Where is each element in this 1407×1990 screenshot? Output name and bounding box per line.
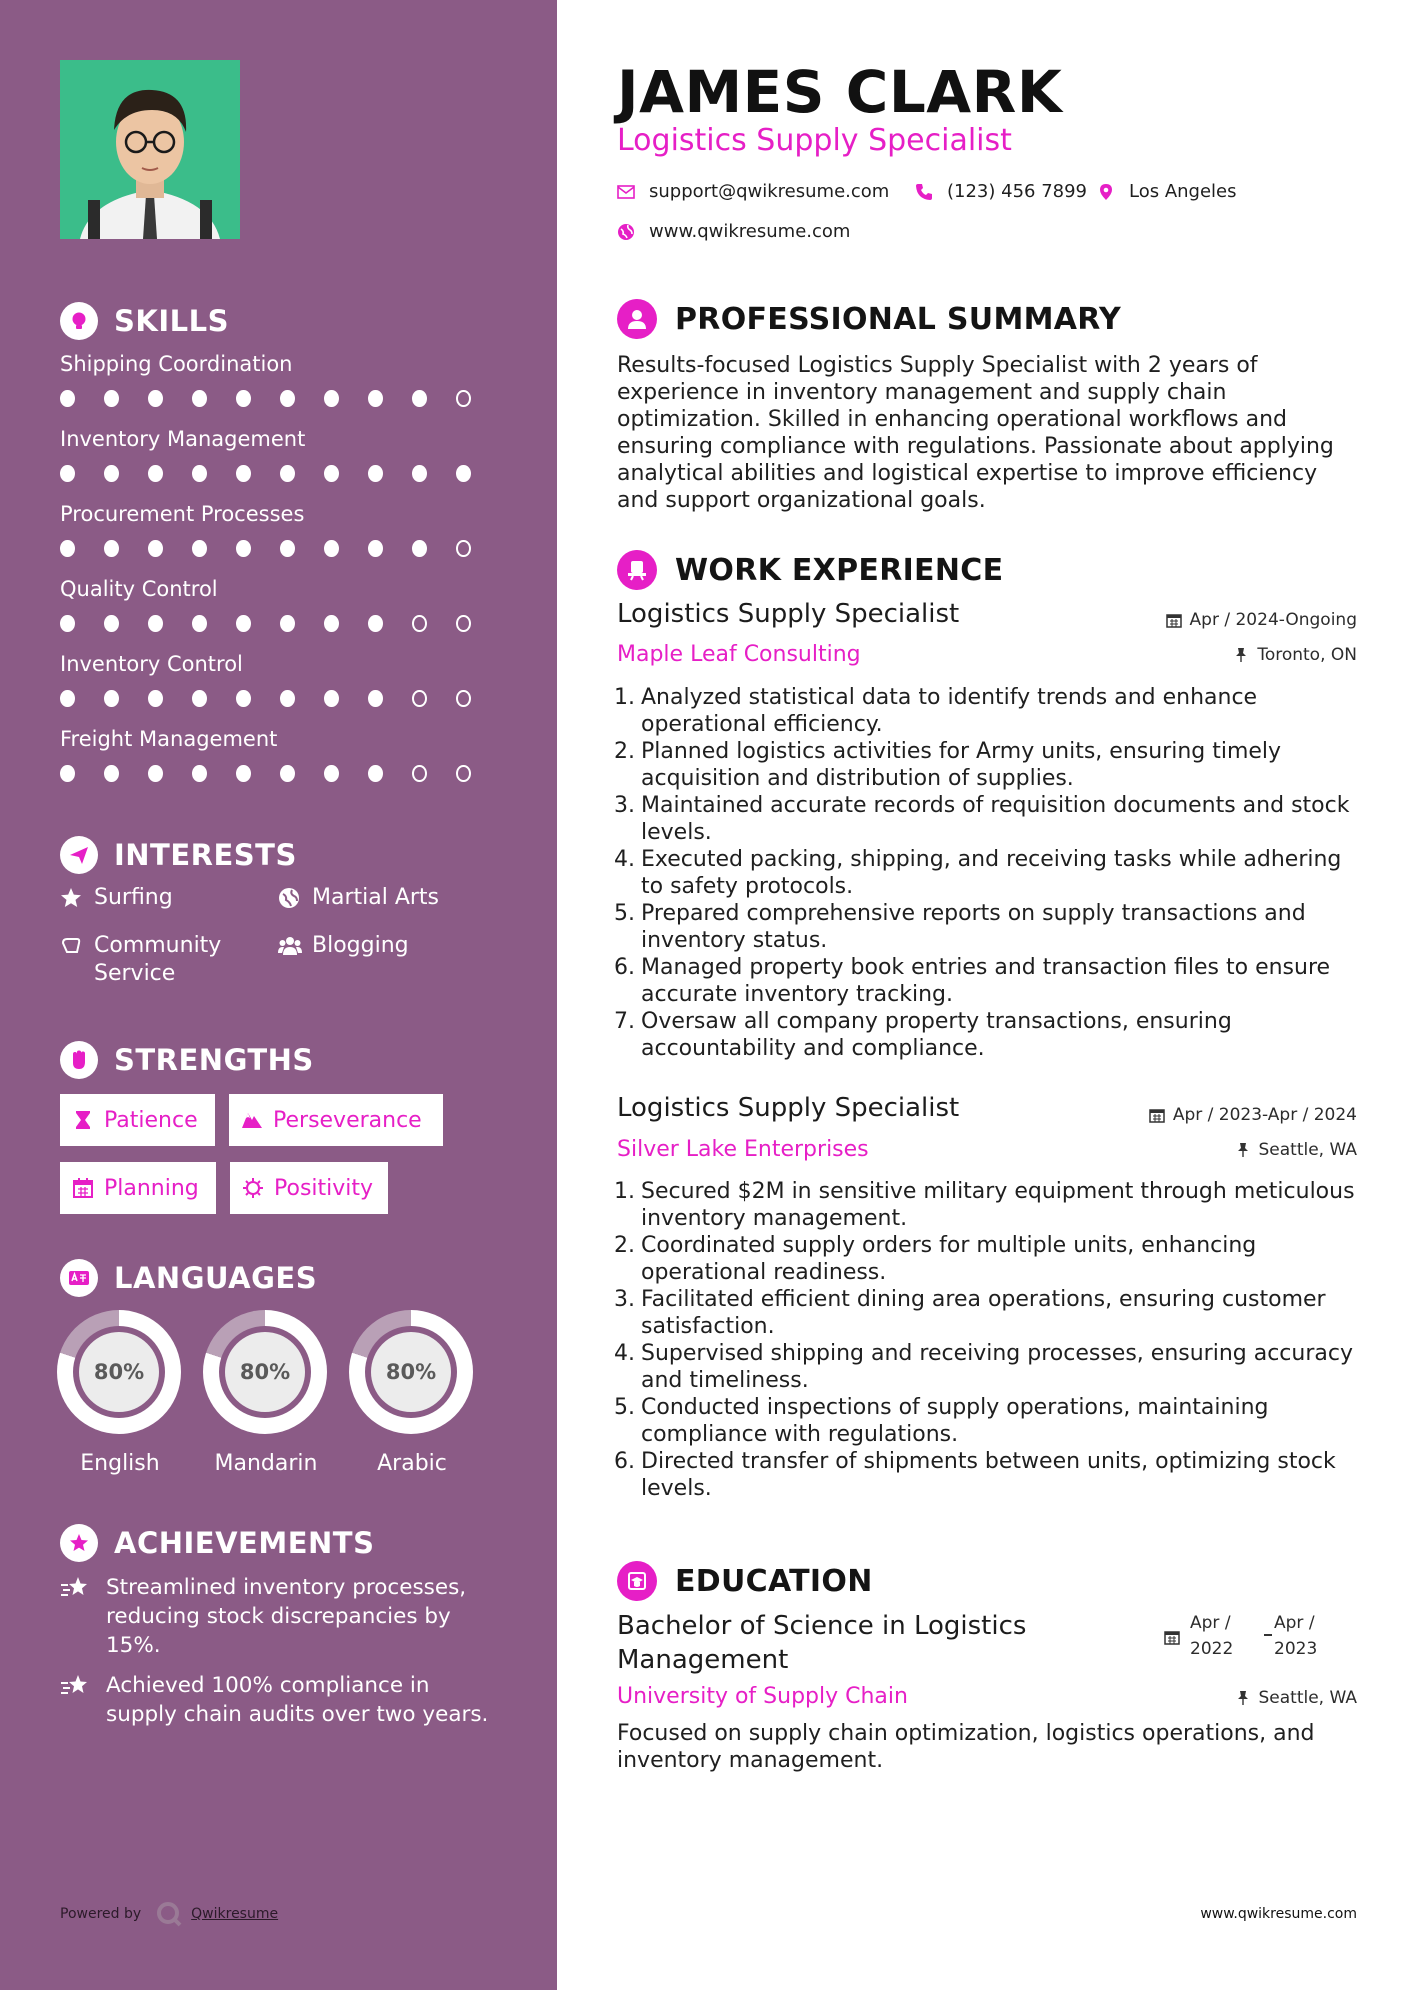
job-bullet (609, 1178, 1369, 1232)
globe-icon (278, 887, 300, 909)
skill-dot (324, 690, 339, 707)
skill-dot (368, 540, 383, 557)
job-bullet (609, 1448, 1369, 1502)
language-name: English (80, 1451, 160, 1476)
skill-dot (148, 390, 163, 407)
hand-icon (60, 935, 82, 957)
skill-item (60, 502, 500, 557)
skill-dot (456, 765, 471, 782)
date-separator (1264, 1634, 1272, 1636)
bullet-text: Conducted inspections of supply operations, maintaining compliance with regulations. (641, 1395, 1269, 1447)
skill-item (60, 652, 500, 707)
bullet-number: 2. (614, 739, 635, 764)
strength-badge (60, 1094, 215, 1146)
languages-title: LANGUAGES (114, 1261, 318, 1295)
bullet-text: Planned logistics activities for Army units, ensuring timely acquisition and distribution of supplies. (641, 739, 1282, 791)
skill-name: Inventory Control (60, 652, 243, 676)
bullet-text: Facilitated efficient dining area operations, ensuring customer satisfaction. (641, 1287, 1326, 1339)
skill-dot (456, 690, 471, 707)
skill-item (60, 352, 500, 407)
skill-dot (412, 615, 427, 632)
skill-dot (60, 690, 75, 707)
skill-dot (148, 690, 163, 707)
language-item (349, 1310, 475, 1476)
interests-heading (60, 836, 297, 874)
skill-dot (236, 540, 251, 557)
calendar-icon (1164, 1629, 1180, 1645)
candidate-role: Logistics Supply Specialist (617, 123, 1012, 158)
language-progress-ring (57, 1310, 181, 1434)
star-icon (60, 887, 82, 909)
paper-plane-icon (60, 836, 98, 874)
job-bullet (609, 1008, 1369, 1062)
job-location-text: Seattle, WA (1258, 1140, 1357, 1160)
skill-dot (456, 390, 471, 407)
bullet-text: Prepared comprehensive reports on supply transactions and inventory status. (641, 901, 1306, 953)
interest-item (60, 932, 260, 988)
bullet-number: 3. (614, 793, 635, 818)
skill-dot (368, 615, 383, 632)
skill-dot (192, 390, 207, 407)
summary-title: PROFESSIONAL SUMMARY (675, 301, 1122, 337)
achievement-item (60, 1671, 500, 1729)
education-title: EDUCATION (675, 1563, 873, 1599)
skill-dot (60, 540, 75, 557)
job-date (1166, 610, 1357, 630)
job-bullet (609, 1286, 1369, 1340)
skill-dot (456, 615, 471, 632)
job-bullet (609, 954, 1369, 1008)
skill-dot (104, 390, 119, 407)
experience-title: WORK EXPERIENCE (675, 552, 1004, 588)
globe-icon (617, 223, 635, 241)
skill-dot (280, 615, 295, 632)
strengths-title: STRENGTHS (114, 1043, 314, 1077)
users-icon (278, 935, 300, 957)
job-date-text: Apr / 2024-Ongoing (1189, 610, 1357, 630)
bullet-number: 6. (614, 1449, 635, 1474)
skill-dot (236, 465, 251, 482)
bullet-number: 4. (614, 1341, 635, 1366)
skill-dot (104, 690, 119, 707)
skill-name: Procurement Processes (60, 502, 305, 526)
skill-rating (60, 690, 500, 707)
skill-dot (368, 690, 383, 707)
footer-url[interactable]: www.qwikresume.com (1200, 1906, 1357, 1922)
email-text: support@qwikresume.com (649, 181, 890, 202)
interest-item (60, 884, 173, 912)
skill-dot (60, 465, 75, 482)
job-location (1235, 1140, 1358, 1160)
bullet-number: 6. (614, 955, 635, 980)
skill-name: Inventory Management (60, 427, 306, 451)
experience-heading (617, 550, 1003, 590)
bullet-text: Managed property book entries and transaction files to ensure accurate inventory tracking. (641, 955, 1331, 1007)
pin-icon (1235, 1142, 1251, 1158)
skill-dot (412, 690, 427, 707)
skill-dot (412, 540, 427, 557)
job-bullet (609, 684, 1369, 738)
bullet-text: Secured $2M in sensitive military equipment through meticulous inventory management. (641, 1179, 1355, 1231)
phone-text: (123) 456 7899 (947, 181, 1088, 202)
skill-dot (324, 615, 339, 632)
interest-label: Martial Arts (312, 885, 440, 910)
user-icon (617, 299, 657, 339)
skill-rating (60, 540, 500, 557)
qwikresume-link[interactable]: Qwikresume (191, 1906, 279, 1922)
skill-dot (192, 615, 207, 632)
skills-title: SKILLS (114, 304, 229, 338)
bullet-number: 3. (614, 1287, 635, 1312)
envelope-icon (617, 183, 635, 201)
skill-dot (104, 615, 119, 632)
skill-dot (192, 765, 207, 782)
skill-dot (236, 615, 251, 632)
skill-dot (456, 540, 471, 557)
skill-dot (236, 390, 251, 407)
star-badge-icon (60, 1524, 98, 1562)
skill-rating (60, 465, 500, 482)
bullet-number: 4. (614, 847, 635, 872)
skill-dot (324, 540, 339, 557)
job-location-text: Toronto, ON (1257, 645, 1357, 665)
interest-label: Community Service (94, 933, 222, 986)
candidate-name: JAMES CLARK (617, 58, 1063, 126)
skill-item (60, 427, 500, 482)
languages-heading (60, 1259, 317, 1297)
language-item (57, 1310, 183, 1476)
language-item (203, 1310, 329, 1476)
skill-dot (60, 615, 75, 632)
skill-dot (148, 465, 163, 482)
job-bullet (609, 846, 1369, 900)
language-name: Mandarin (214, 1451, 318, 1476)
skill-rating (60, 765, 500, 782)
skill-name: Freight Management (60, 727, 278, 751)
qwikresume-logo-icon (155, 1900, 183, 1928)
education-location-text: Seattle, WA (1258, 1688, 1357, 1708)
calendar-icon (1166, 612, 1182, 628)
language-progress-ring (203, 1310, 327, 1434)
skill-dot (104, 765, 119, 782)
interest-label: Surfing (94, 885, 173, 910)
strength-badge (229, 1094, 443, 1146)
phone-icon (915, 183, 933, 201)
map-pin-icon (1097, 183, 1115, 201)
location-text: Los Angeles (1129, 181, 1237, 202)
skill-dot (324, 465, 339, 482)
skill-dot (60, 765, 75, 782)
bullet-number: 7. (614, 1009, 635, 1034)
job-company: Silver Lake Enterprises (617, 1137, 869, 1162)
job-bullet (609, 738, 1369, 792)
skill-name: Quality Control (60, 577, 218, 601)
skill-dot (60, 390, 75, 407)
skill-item (60, 727, 500, 782)
language-progress-ring (349, 1310, 473, 1434)
skill-dot (148, 615, 163, 632)
skill-dot (192, 540, 207, 557)
skill-dot (324, 390, 339, 407)
skill-dot (104, 540, 119, 557)
strengths-heading (60, 1041, 314, 1079)
website-contact[interactable] (617, 221, 850, 242)
skill-rating (60, 390, 500, 407)
achievement-item (60, 1573, 500, 1660)
calendar-icon (72, 1177, 94, 1199)
job-location (1233, 645, 1357, 665)
job-bullet (609, 1340, 1369, 1394)
bullet-text: Coordinated supply orders for multiple units, enhancing operational readiness. (641, 1233, 1257, 1285)
skill-dot (192, 690, 207, 707)
education-degree: Bachelor of Science in Logistics Management (617, 1611, 1027, 1675)
mountain-icon (241, 1109, 263, 1131)
job-bullets (609, 684, 1369, 1062)
skill-dot (236, 765, 251, 782)
strength-label: Perseverance (273, 1107, 422, 1133)
website-text: www.qwikresume.com (649, 221, 851, 242)
bullet-text: Supervised shipping and receiving processes, ensuring accuracy and timeliness. (641, 1341, 1353, 1393)
skill-dot (456, 465, 471, 482)
email-contact[interactable] (617, 181, 889, 202)
lightbulb-icon (60, 302, 98, 340)
achievement-text: Streamlined inventory processes, reducing stock discrepancies by 15%. (106, 1575, 467, 1658)
education-heading (617, 1561, 873, 1601)
skill-dot (412, 765, 427, 782)
summary-text: Results-focused Logistics Supply Specialist with 2 years of experience in inventory management and supply chain optimization. Skilled in enhancing operational workflows and ensuring compliance with regulations. Passionate about applying analytical abilities and logistical expertise to improve efficiency and support organizational goals. (617, 353, 1334, 513)
skill-name: Shipping Coordination (60, 352, 293, 376)
bullet-text: Oversaw all company property transactions, ensuring accountability and compliance. (641, 1009, 1232, 1061)
pin-icon (1233, 647, 1249, 663)
skill-dot (104, 465, 119, 482)
education-end-date: Apr / 2023 (1274, 1613, 1318, 1659)
skill-dot (368, 390, 383, 407)
education-location (1235, 1688, 1358, 1708)
shooting-star-icon (60, 1575, 90, 1601)
powered-by-label: Powered by (60, 1906, 142, 1922)
bullet-number: 1. (614, 685, 635, 710)
skill-dot (324, 765, 339, 782)
skills-heading (60, 302, 229, 340)
bullet-number: 1. (614, 1179, 635, 1204)
skill-dot (280, 765, 295, 782)
job-bullet (609, 900, 1369, 954)
achievements-title: ACHIEVEMENTS (114, 1526, 375, 1560)
job-title: Logistics Supply Specialist (617, 1093, 960, 1123)
job-bullets (609, 1178, 1369, 1502)
skill-item (60, 577, 500, 632)
skill-dot (280, 540, 295, 557)
job-company: Maple Leaf Consulting (617, 642, 861, 667)
language-icon (60, 1259, 98, 1297)
briefcase-icon (617, 550, 657, 590)
strength-label: Positivity (274, 1175, 374, 1201)
interest-item (278, 932, 409, 960)
strength-badge (60, 1162, 216, 1214)
bullet-number: 2. (614, 1233, 635, 1258)
job-date-text: Apr / 2023-Apr / 2024 (1172, 1105, 1357, 1125)
profile-photo (60, 60, 240, 239)
powered-by (60, 1900, 278, 1928)
skill-dot (280, 690, 295, 707)
language-percent: 80% (225, 1332, 305, 1412)
skill-dot (368, 465, 383, 482)
bullet-text: Executed packing, shipping, and receiving tasks while adhering to safety protocols. (641, 847, 1342, 899)
strength-badge (230, 1162, 388, 1214)
job-date (1149, 1105, 1357, 1125)
job-bullet (609, 1232, 1369, 1286)
sun-icon (242, 1177, 264, 1199)
education-school: University of Supply Chain (617, 1684, 908, 1709)
skill-dot (412, 390, 427, 407)
skill-dot (148, 540, 163, 557)
skill-dot (280, 390, 295, 407)
pin-icon (1235, 1690, 1251, 1706)
education-start-date: Apr / 2022 (1190, 1613, 1234, 1659)
achievements-heading (60, 1524, 374, 1562)
graduation-cap-icon (617, 1561, 657, 1601)
calendar-icon (1149, 1107, 1165, 1123)
language-percent: 80% (79, 1332, 159, 1412)
job-bullet (609, 792, 1369, 846)
skill-dot (368, 765, 383, 782)
bullet-text: Maintained accurate records of requisition documents and stock levels. (641, 793, 1350, 845)
skill-dot (236, 690, 251, 707)
sidebar (0, 0, 557, 1990)
language-percent: 80% (371, 1332, 451, 1412)
hourglass-icon (72, 1109, 94, 1131)
bullet-text: Analyzed statistical data to identify trends and enhance operational efficiency. (641, 685, 1258, 737)
location-contact (1097, 181, 1237, 202)
skill-dot (148, 765, 163, 782)
achievement-text: Achieved 100% compliance in supply chain audits over two years. (106, 1673, 489, 1727)
job-bullet (609, 1394, 1369, 1448)
job-title: Logistics Supply Specialist (617, 599, 960, 629)
education-description: Focused on supply chain optimization, logistics operations, and inventory management. (617, 1721, 1315, 1773)
bullet-number: 5. (614, 901, 635, 926)
main-content (557, 0, 1407, 1990)
skill-dot (280, 465, 295, 482)
phone-contact[interactable] (915, 181, 1087, 202)
skill-rating (60, 615, 500, 632)
shooting-star-icon (60, 1673, 90, 1699)
strength-label: Planning (104, 1175, 199, 1201)
skill-dot (192, 465, 207, 482)
interest-label: Blogging (312, 933, 409, 958)
interests-title: INTERESTS (114, 838, 297, 872)
skill-dot (412, 465, 427, 482)
bullet-number: 5. (614, 1395, 635, 1420)
bullet-text: Directed transfer of shipments between units, optimizing stock levels. (641, 1449, 1336, 1501)
fist-icon (60, 1041, 98, 1079)
strength-label: Patience (104, 1107, 198, 1133)
interest-item (278, 884, 439, 912)
language-name: Arabic (377, 1451, 447, 1476)
summary-heading (617, 299, 1121, 339)
